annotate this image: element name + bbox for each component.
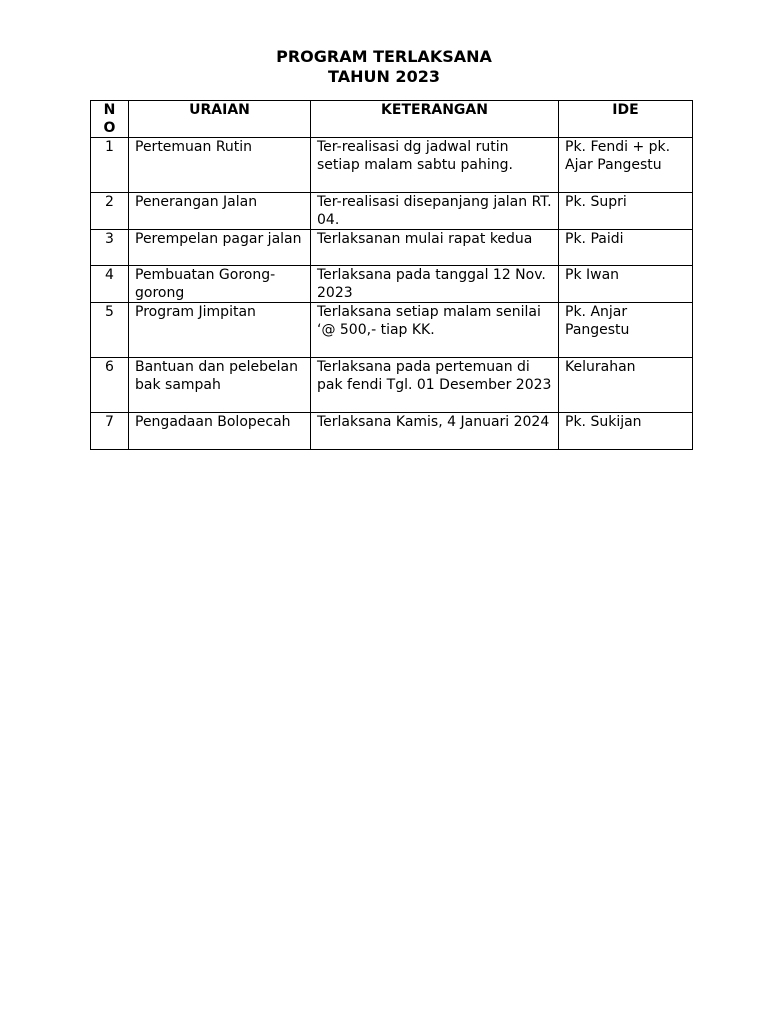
table-row	[91, 413, 693, 450]
document-title	[0, 47, 768, 87]
table-row	[91, 193, 693, 230]
cell-keterangan: Ter-realisasi disepanjang jalan RT. 04.	[311, 193, 559, 230]
cell-ide: Pk. Anjar Pangestu	[559, 303, 693, 358]
cell-keterangan: Terlaksana pada tanggal 12 Nov. 2023	[311, 266, 559, 303]
cell-no: 5	[91, 303, 129, 358]
header-no: NO	[91, 101, 129, 138]
table-row	[91, 230, 693, 266]
cell-keterangan: Terlaksana Kamis, 4 Januari 2024	[311, 413, 559, 450]
cell-no: 1	[91, 138, 129, 193]
cell-ide: Pk. Fendi + pk. Ajar Pangestu	[559, 138, 693, 193]
header-uraian: URAIAN	[129, 101, 311, 138]
table-row	[91, 358, 693, 413]
cell-uraian: Program Jimpitan	[129, 303, 311, 358]
header-keterangan: KETERANGAN	[311, 101, 559, 138]
cell-keterangan: Terlaksana pada pertemuan di pak fendi Tgl. 01 Desember 2023	[311, 358, 559, 413]
cell-no: 6	[91, 358, 129, 413]
title-line-1: PROGRAM TERLAKSANA	[276, 47, 492, 66]
cell-keterangan: Ter-realisasi dg jadwal rutin setiap malam sabtu pahing.	[311, 138, 559, 193]
cell-uraian: Perempelan pagar jalan	[129, 230, 311, 266]
cell-no: 3	[91, 230, 129, 266]
cell-uraian: Bantuan dan pelebelan bak sampah	[129, 358, 311, 413]
cell-uraian: Penerangan Jalan	[129, 193, 311, 230]
table-header-row	[91, 101, 693, 138]
table-row	[91, 138, 693, 193]
cell-ide: Pk. Supri	[559, 193, 693, 230]
program-table	[90, 100, 693, 450]
cell-ide: Pk. Sukijan	[559, 413, 693, 450]
title-line-2: TAHUN 2023	[328, 67, 440, 86]
cell-no: 4	[91, 266, 129, 303]
cell-ide: Kelurahan	[559, 358, 693, 413]
cell-no: 7	[91, 413, 129, 450]
cell-uraian: Pembuatan Gorong-gorong	[129, 266, 311, 303]
cell-uraian: Pertemuan Rutin	[129, 138, 311, 193]
table-row	[91, 266, 693, 303]
header-ide: IDE	[559, 101, 693, 138]
cell-no: 2	[91, 193, 129, 230]
cell-keterangan: Terlaksanan mulai rapat kedua	[311, 230, 559, 266]
cell-uraian: Pengadaan Bolopecah	[129, 413, 311, 450]
table-row	[91, 303, 693, 358]
cell-ide: Pk Iwan	[559, 266, 693, 303]
cell-ide: Pk. Paidi	[559, 230, 693, 266]
cell-keterangan: Terlaksana setiap malam senilai ‘@ 500,- tiap KK.	[311, 303, 559, 358]
